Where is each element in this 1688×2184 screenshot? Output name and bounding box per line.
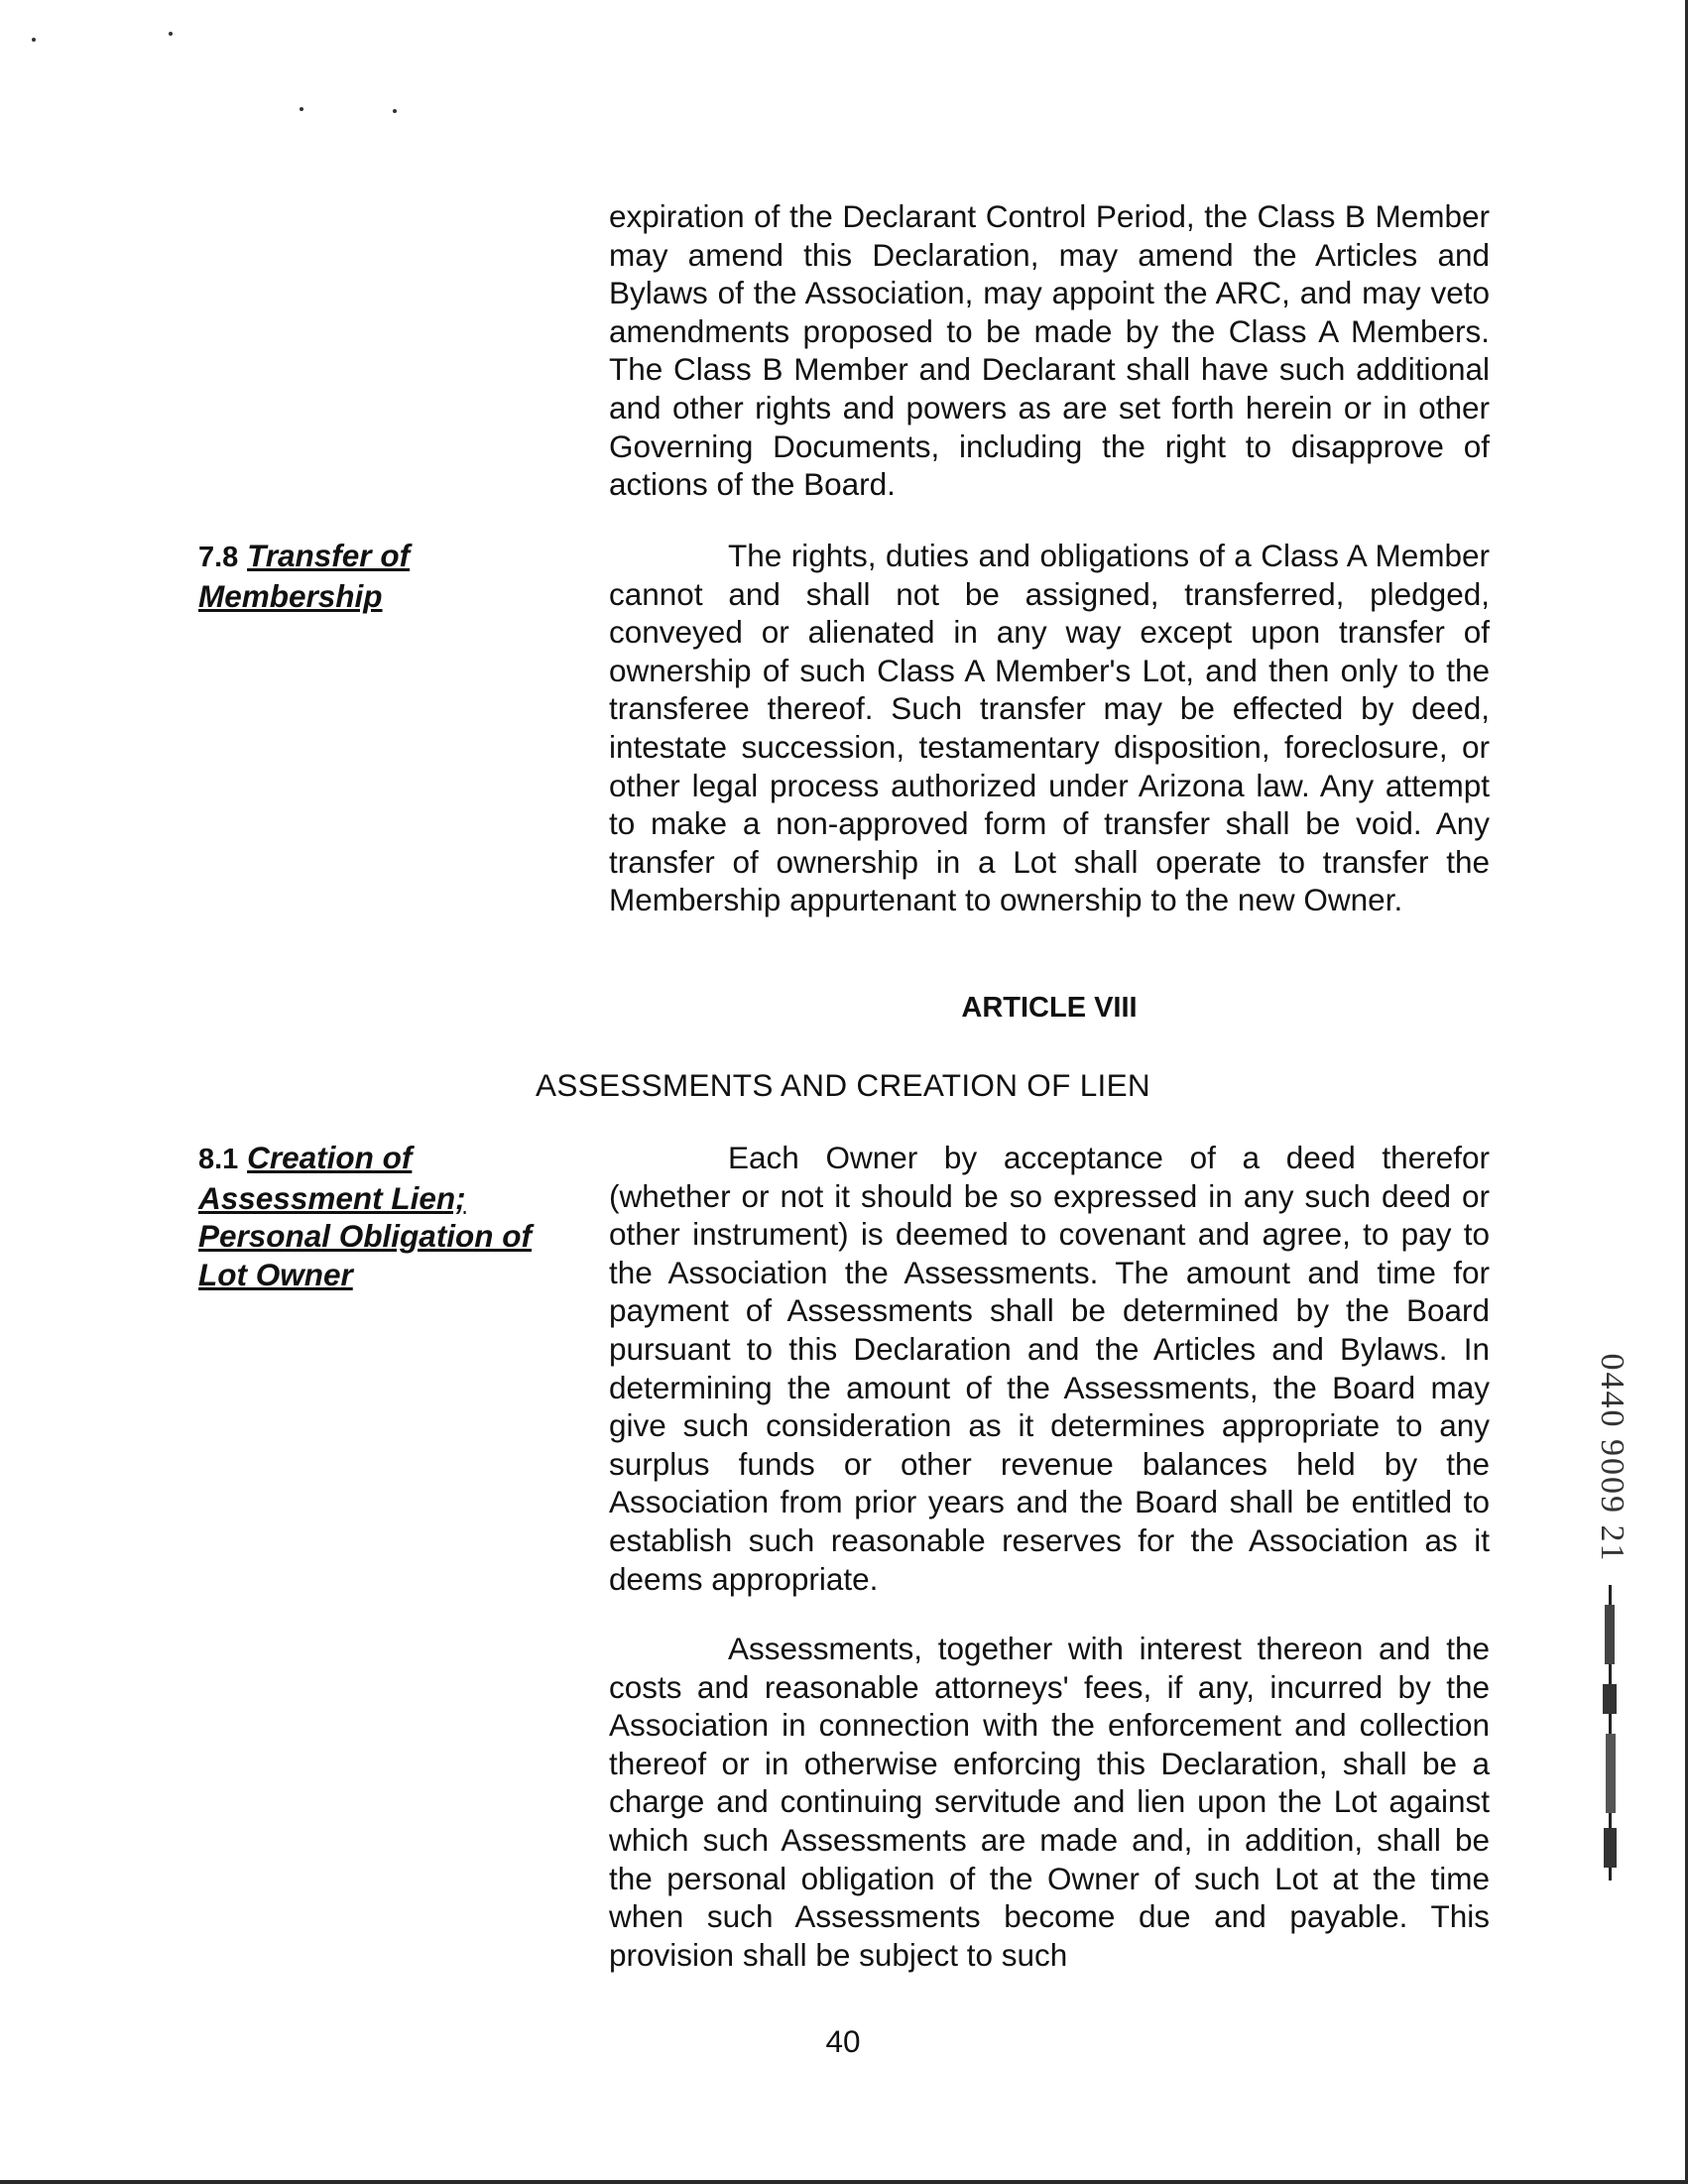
article-subheading: ASSESSMENTS AND CREATION OF LIEN xyxy=(536,1067,1150,1103)
section-title: Transfer of Membership xyxy=(198,538,411,614)
barcode-artifact xyxy=(1599,1585,1623,1881)
section-8-1-paragraph-2: Assessments, together with interest thereon and the costs and reasonable attorneys' fees, if any, incurred by the Association in connection with the enforcement and collection thereof or in otherwise enforcing this Declaration, shall be a charge and continuing servitude and lien upon the Lot against which such Assessments are made and, in addition, shall be the personal obligation of the Owner of such Lot at the time when such Assessments become due and payable. This provision shall be subject to such xyxy=(609,1631,1490,1973)
recording-stamp-text: 0440 9009 21 xyxy=(1594,1353,1630,1563)
page-number: 40 xyxy=(825,2023,861,2059)
section-title: Creation of Assessment Lien; Personal Obligation of Lot Owner xyxy=(198,1140,533,1292)
scan-speck xyxy=(300,107,303,111)
article-heading: ARTICLE VIII xyxy=(961,992,1138,1024)
scan-speck xyxy=(169,32,173,36)
scan-speck xyxy=(393,109,397,113)
section-8-1-label xyxy=(198,1139,565,1293)
continuation-paragraph: expiration of the Declarant Control Period, the Class B Member may amend this Declaration, may amend the Articles and Bylaws of the Association, may appoint the ARC, and may veto amendments proposed to be made by the Class A Members. The Class B Member and Declarant shall have such additional and other rights and powers as are set forth herein or in other Governing Documents, including the right to disapprove of actions of the Board. xyxy=(609,198,1490,503)
section-number: 7.8 xyxy=(198,542,239,573)
page-border-bottom xyxy=(0,2180,1688,2184)
section-number: 8.1 xyxy=(198,1144,239,1175)
section-8-1-paragraph-1: Each Owner by acceptance of a deed therefor (whether or not it should be so expressed in any such deed or other instrument) is deemed to covenant and agree, to pay to the Association the Assessments. The amount and time for payment of Assessments shall be determined by the Board pursuant to this Declaration and the Articles and Bylaws. In determining the amount of the Assessments, the Board may give such consideration as it determines appropriate to any surplus funds or other revenue balances held by the Association from prior years and the Board shall be entitled to establish such reasonable reserves for the Association as it deems appropriate. xyxy=(609,1140,1490,1597)
section-7-8-paragraph: The rights, duties and obligations of a Class A Member cannot and shall not be assigned, transferred, pledged, conveyed or alienated in any way except upon transfer of ownership of such Class A Member's Lot, and then only to the transferee thereof. Such transfer may be effected by deed, intestate succession, testamentary disposition, foreclosure, or other legal process authorized under Arizona law. Any attempt to make a non-approved form of transfer shall be void. Any transfer of ownership in a Lot shall operate to transfer the Membership appurtenant to ownership to the new Owner. xyxy=(609,538,1490,918)
scan-speck xyxy=(32,38,36,42)
section-7-8-label xyxy=(198,537,575,615)
